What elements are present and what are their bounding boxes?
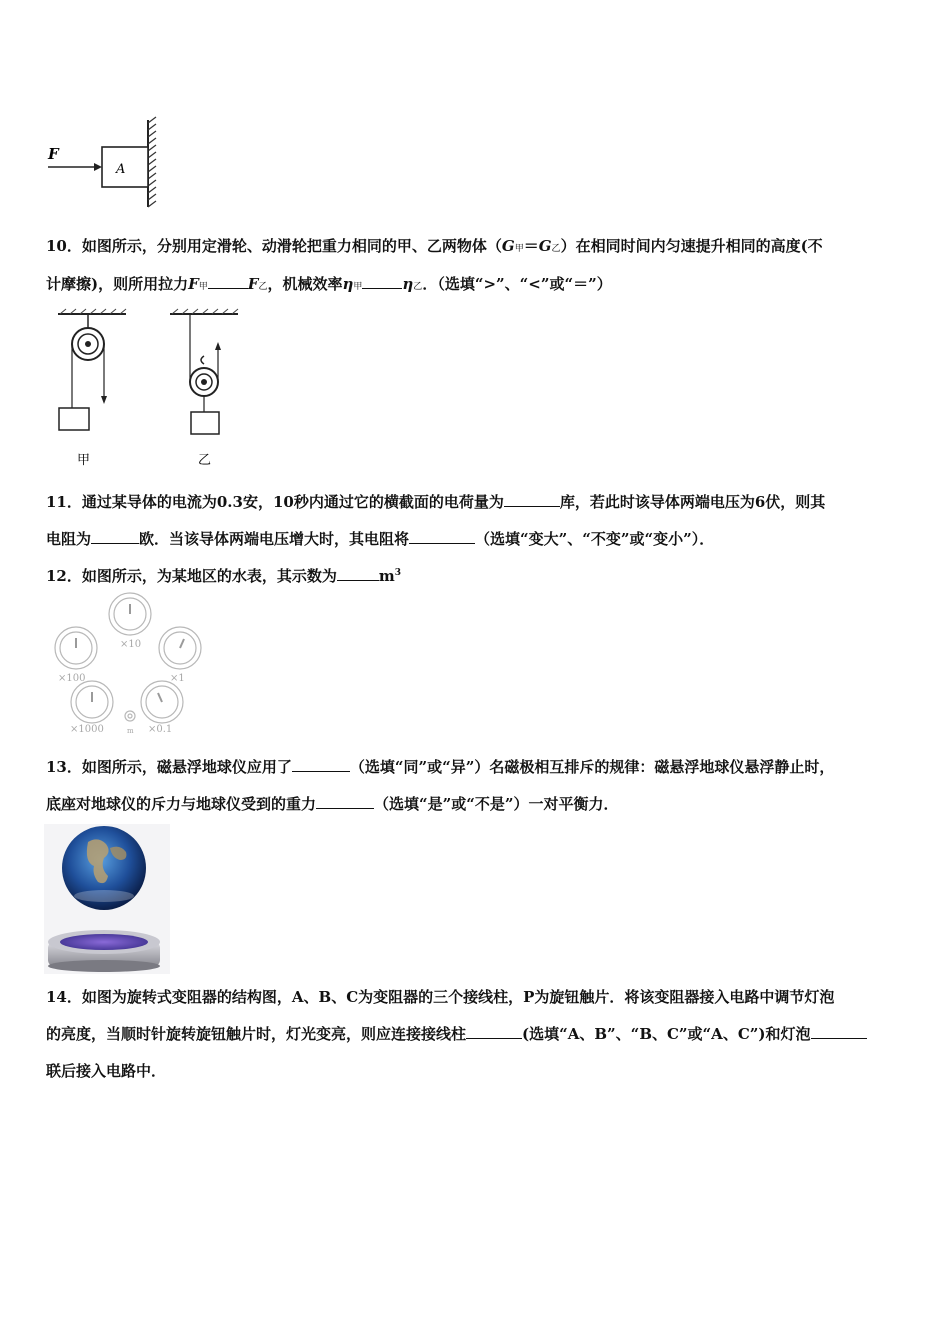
answer-blank[interactable] xyxy=(362,274,402,289)
q14-line2: 的亮度，当顺时针旋转旋钮触片时，灯光变亮，则应连接接线柱 (选填“A、B”、“B、C”或“A、C”)和灯泡 xyxy=(46,1024,867,1044)
answer-blank[interactable] xyxy=(409,529,475,544)
answer-blank[interactable] xyxy=(337,566,379,581)
answer-blank[interactable] xyxy=(208,274,248,289)
q10-line2: 计摩擦)，则所用拉力F甲 F乙，机械效率η甲 η乙．（选填“>”、“<”或“＝”） xyxy=(46,275,612,293)
q13-line1: 13．如图所示，磁悬浮地球仪应用了 （选填“同”或“异”）名磁极相互排斥的规律：磁悬浮地球仪悬浮静止时， xyxy=(46,758,835,776)
label-yi: 乙 xyxy=(198,453,212,468)
answer-blank[interactable] xyxy=(504,492,560,507)
q14-line1: 14．如图为旋转式变阻器的结构图，A、B、C为变阻器的三个接线柱，P为旋钮触片．将该变阻器接入电路中调节灯泡 xyxy=(46,988,835,1006)
q11-line2: 电阻为 欧．当该导体两端电压增大时，其电阻将 （选填“变大”、“不变”或“变小”）． xyxy=(46,530,715,548)
force-label: F xyxy=(48,145,59,163)
q13-line2: 底座对地球仪的斥力与地球仪受到的重力 （选填“是”或“不是”）一对平衡力． xyxy=(46,795,619,813)
answer-blank[interactable] xyxy=(466,1024,522,1039)
answer-blank[interactable] xyxy=(292,757,350,772)
q11-line1: 11．通过某导体的电流为0.3安，10秒内通过它的横截面的电荷量为 库，若此时该导体两端电压为6伏，则其 xyxy=(46,493,826,511)
dial-label: ×0.1 xyxy=(148,724,173,735)
block-label: A xyxy=(116,162,126,177)
q12-line: 12．如图所示，为某地区的水表，其示数为 $m^3$ xyxy=(46,567,402,585)
dial-label: ×100 xyxy=(58,673,86,684)
q14-line3: 联后接入电路中． xyxy=(46,1062,167,1080)
dial-label: ×10 xyxy=(120,639,142,650)
answer-blank[interactable] xyxy=(811,1024,867,1039)
q10-line1: 10．如图所示，分别用定滑轮、动滑轮把重力相同的甲、乙两物体（G甲＝G乙）在相同时间内匀速提升相同的高度(不 xyxy=(46,237,823,255)
maglev-globe-image xyxy=(44,824,170,974)
water-meter-figure xyxy=(48,592,208,738)
answer-blank[interactable] xyxy=(91,529,139,544)
pulley-figure xyxy=(50,308,250,473)
answer-blank[interactable] xyxy=(316,794,374,809)
dial-label: ×1000 xyxy=(70,724,104,735)
label-jia: 甲 xyxy=(77,453,91,468)
center-mark: m xyxy=(127,727,134,735)
force-wall-figure xyxy=(44,115,164,210)
dial-label: ×1 xyxy=(170,673,185,684)
